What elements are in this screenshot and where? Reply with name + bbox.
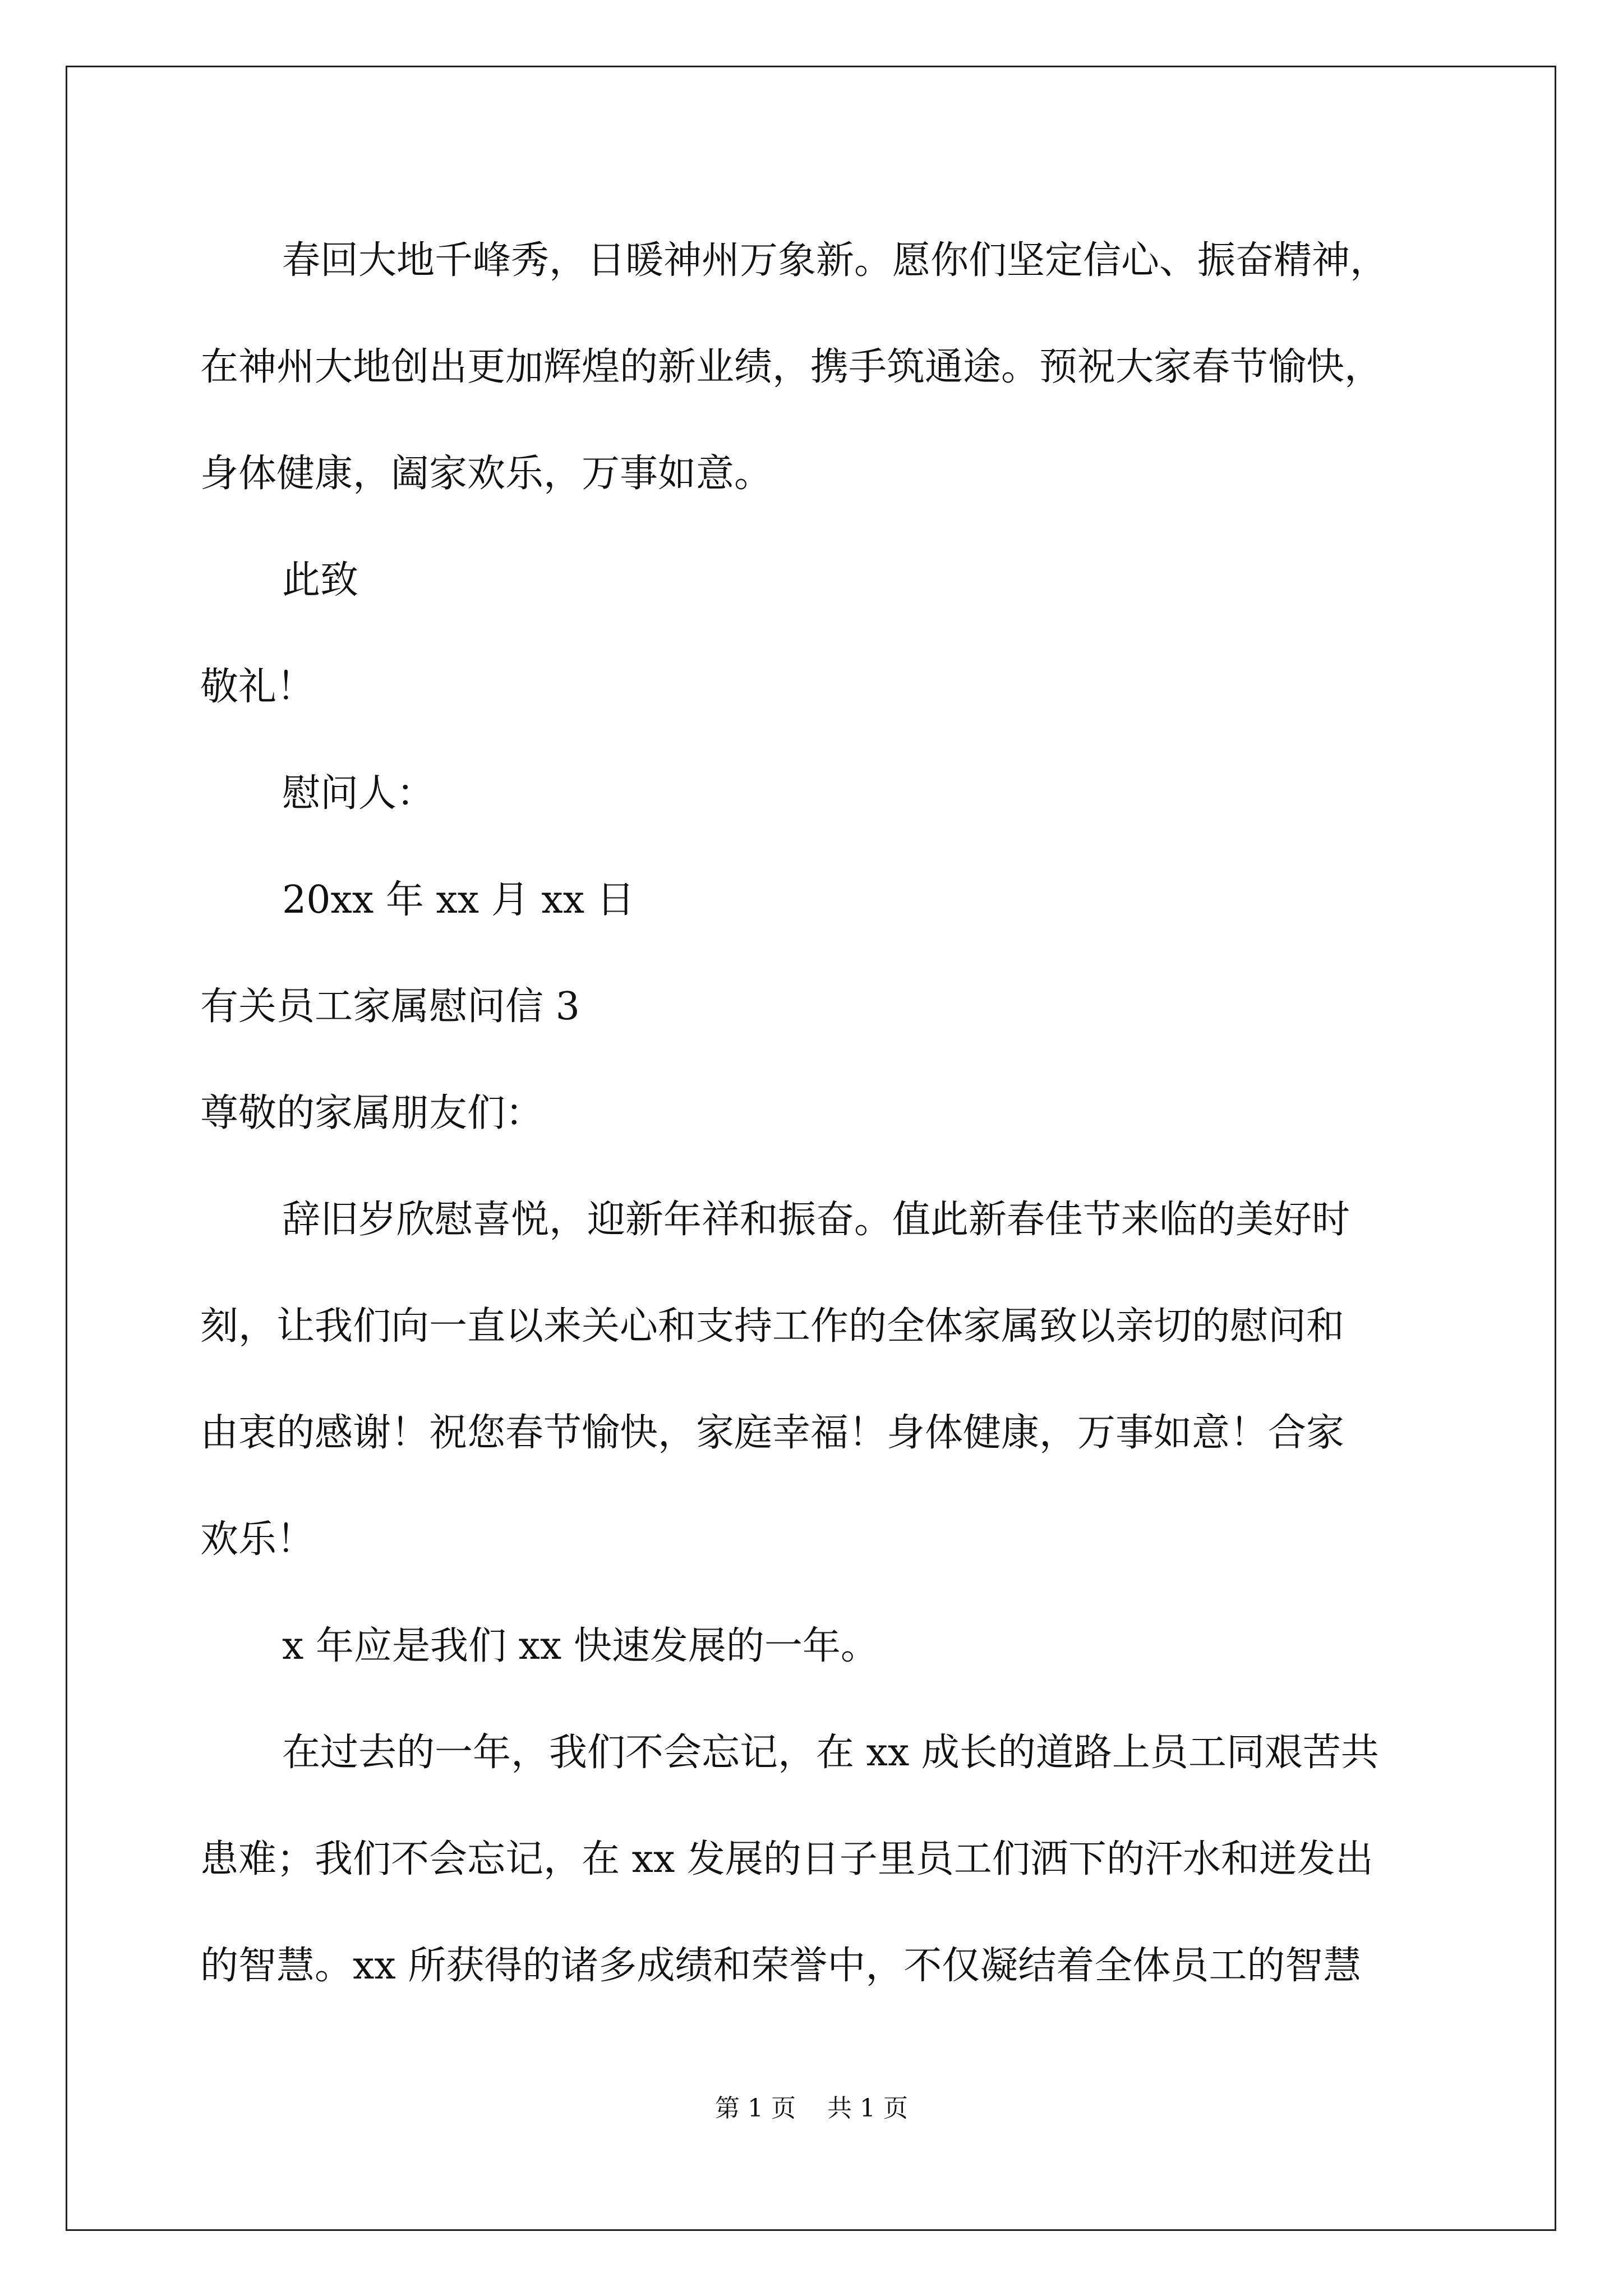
text-line: 春回大地千峰秀，日暖神州万象新。愿你们坚定信心、振奋精神， [282, 238, 1389, 283]
text-line: 在神州大地创出更加辉煌的新业绩，携手筑通途。预祝大家春节愉快， [200, 345, 1383, 389]
text-line: 在过去的一年，我们不会忘记，在 xx 成长的道路上员工同艰苦共 [282, 1731, 1379, 1775]
page-footer [0, 2088, 1623, 2124]
text-line: 由衷的感谢！祝您春节愉快，家庭幸福！身体健康，万事如意！合家 [200, 1411, 1345, 1455]
text-line: x 年应是我们 xx 快速发展的一年。 [282, 1624, 879, 1668]
text-line: 身体健康，阖家欢乐，万事如意。 [200, 452, 773, 496]
closing-phrase: 此致 [282, 558, 359, 602]
date-line: 20xx 年 xx 月 xx 日 [282, 878, 635, 922]
document-body [200, 208, 1428, 2019]
signature-label: 慰问人： [282, 771, 435, 816]
salutation-closing: 敬礼！ [200, 665, 315, 709]
text-line: 刻，让我们向一直以来关心和支持工作的全体家属致以亲切的慰问和 [200, 1304, 1345, 1349]
text-line: 患难；我们不会忘记，在 xx 发展的日子里员工们洒下的汗水和迸发出 [200, 1837, 1373, 1881]
page-number: 第 1 页 [715, 2094, 796, 2123]
greeting-line: 尊敬的家属朋友们： [200, 1091, 544, 1135]
text-line: 辞旧岁欣慰喜悦，迎新年祥和振奋。值此新春佳节来临的美好时 [282, 1198, 1350, 1242]
page-total: 共 1 页 [827, 2094, 908, 2123]
text-line: 欢乐！ [200, 1517, 315, 1562]
text-line: 的智慧。xx 所获得的诸多成绩和荣誉中，不仅凝结着全体员工的智慧 [200, 1944, 1362, 1988]
letter-title: 有关员工家属慰问信 3 [200, 984, 580, 1029]
